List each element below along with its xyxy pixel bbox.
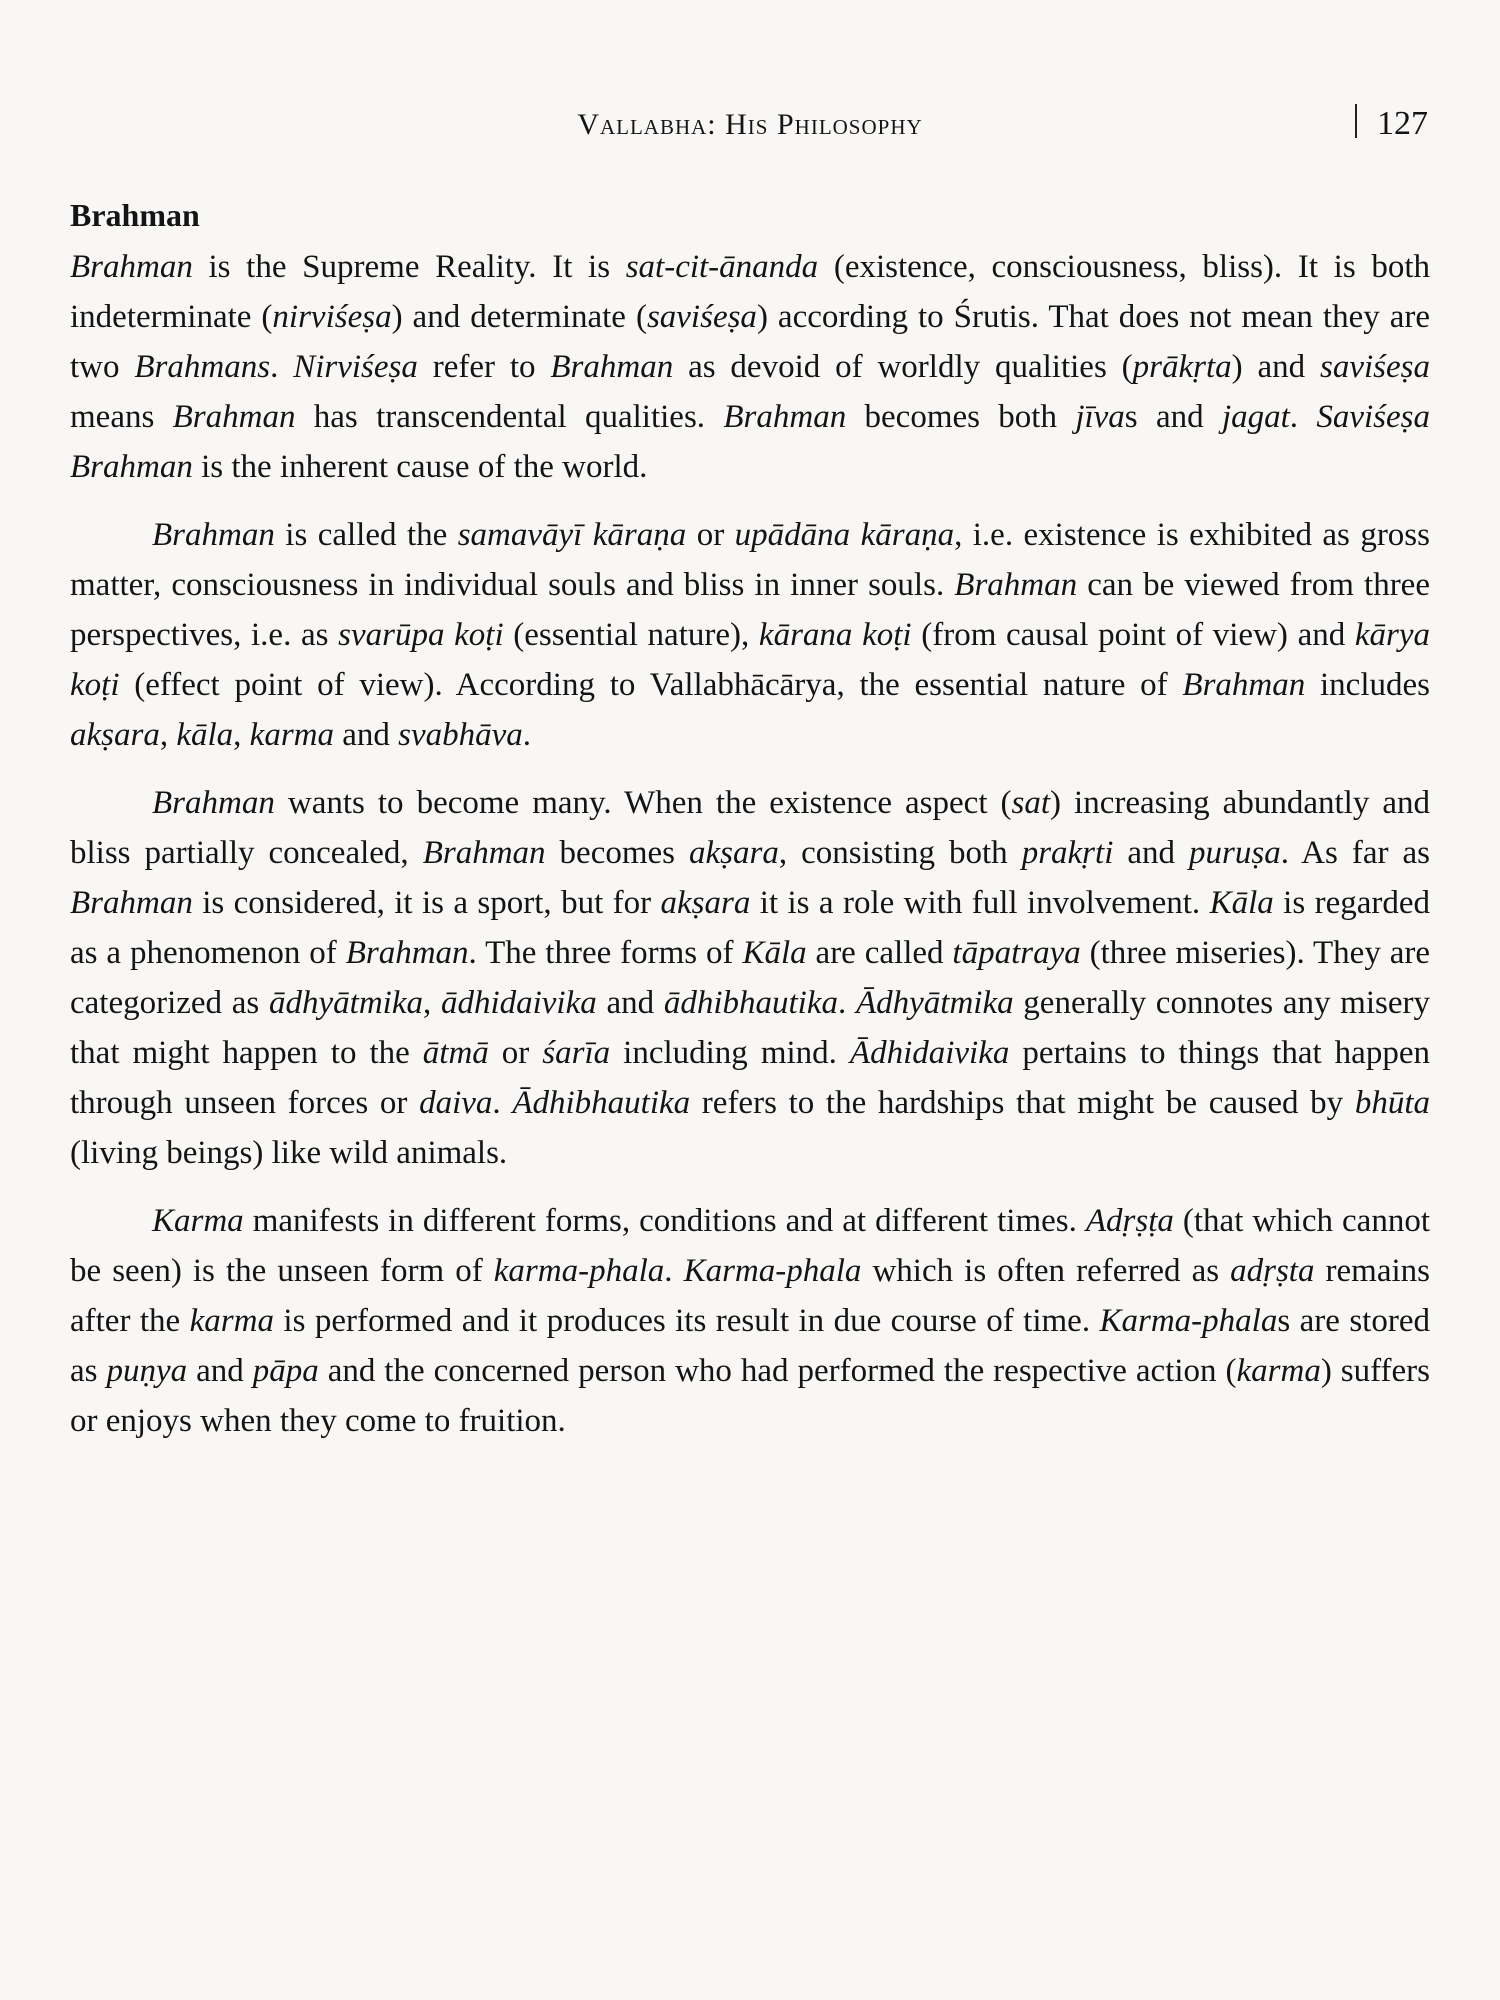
text-run: , consisting both <box>778 835 1022 871</box>
italic-term: śarīa <box>542 1035 611 1071</box>
text-run: , <box>422 985 441 1021</box>
text-run: (essential nature), <box>503 617 759 653</box>
text-run: . <box>492 1085 513 1121</box>
text-run: ) suffers or enjoys when they come to fruition. <box>70 1353 1430 1439</box>
text-run: are called <box>806 935 953 971</box>
italic-term: Ādhidaivika <box>849 1035 1010 1071</box>
italic-term: saviśeṣa <box>1320 349 1431 385</box>
italic-term: tāpatraya <box>952 935 1081 971</box>
italic-term: ādhidaivika <box>440 985 597 1021</box>
text-run: , i.e. existence is exhibited as gross matter, consciousness in individual souls and bliss in inner souls. <box>70 517 1430 603</box>
page-number-block <box>1355 104 1428 143</box>
running-title: Vallabha: His Philosophy <box>577 108 923 141</box>
italic-term: Brahmans <box>134 349 271 385</box>
text-run: means <box>70 399 173 435</box>
italic-term: svarūpa koṭi <box>338 617 504 653</box>
italic-term: akṣara <box>689 835 779 871</box>
italic-term: prākṛta <box>1132 349 1232 385</box>
section-heading: Brahman <box>70 197 200 233</box>
text-run: or <box>686 517 735 553</box>
italic-term: jagat <box>1221 399 1290 435</box>
page-number: 127 <box>1377 105 1428 142</box>
italic-term: jīva <box>1075 399 1125 435</box>
italic-term: ātmā <box>422 1035 489 1071</box>
text-run: , <box>159 717 177 753</box>
text-run: . <box>838 985 856 1021</box>
paragraph <box>70 242 1430 492</box>
text-run: . The three forms of <box>468 935 743 971</box>
text-run: ) and determinate ( <box>391 299 647 335</box>
text-run: . <box>522 717 532 753</box>
text-run: can be viewed from three perspectives, i.e. as <box>70 567 1430 653</box>
text-run: or <box>488 1035 543 1071</box>
text-run: ) increasing abundantly and bliss partially concealed, <box>70 785 1430 871</box>
italic-term: Brahman <box>70 885 193 921</box>
text-run: as devoid of worldly qualities ( <box>673 349 1133 385</box>
text-run: s are stored as <box>70 1303 1430 1389</box>
text-run: (three miseries). They are categorized as <box>70 935 1431 1021</box>
text-run: . As far as <box>1280 835 1431 871</box>
text-run: refers to the hardships that might be caused by <box>690 1085 1355 1121</box>
italic-term: samavāyī kāraṇa <box>457 517 687 553</box>
italic-term: svabhāva <box>398 717 523 753</box>
italic-term: Brahman <box>152 785 275 821</box>
paragraph <box>70 1196 1430 1446</box>
italic-term: ādhibhautika <box>663 985 838 1021</box>
italic-term: Brahman <box>550 349 674 385</box>
italic-term: Kāla <box>1209 885 1274 921</box>
italic-term: Brahman <box>422 835 546 871</box>
italic-term: Brahman <box>70 249 193 285</box>
text-run: and <box>187 1353 253 1389</box>
body-text <box>70 190 1430 1464</box>
text-run: is considered, it is a sport, but for <box>192 885 661 921</box>
italic-term: Saviśeṣa Brahman <box>70 399 1431 485</box>
text-run: . <box>1289 399 1317 435</box>
italic-term: Brahman <box>723 399 847 435</box>
italic-term: karma <box>249 717 334 753</box>
text-run: and <box>1113 835 1190 871</box>
italic-term: Brahman <box>1182 667 1306 703</box>
italic-term: daiva <box>419 1085 493 1121</box>
text-run: including mind. <box>610 1035 850 1071</box>
italic-term: puruṣa <box>1189 835 1281 871</box>
italic-term: Brahman <box>172 399 296 435</box>
text-run: manifests in different forms, conditions and at different times. <box>243 1203 1086 1239</box>
text-run: refer to <box>417 349 551 385</box>
italic-term: Karma-phala <box>683 1253 862 1289</box>
text-run: . <box>664 1253 684 1289</box>
text-run: is called the <box>274 517 458 553</box>
italic-term: ādhyātmika <box>269 985 423 1021</box>
text-run: (effect point of view). According to Vallabhācārya, the essential nature of <box>119 667 1183 703</box>
text-run: ) and <box>1231 349 1321 385</box>
text-run: which is often referred as <box>861 1253 1231 1289</box>
running-header <box>70 105 1430 148</box>
text-run: and <box>596 985 664 1021</box>
text-run: . <box>270 349 294 385</box>
text-run: generally connotes any misery that might happen to the <box>70 985 1430 1071</box>
italic-term: Ādhibhautika <box>512 1085 691 1121</box>
text-run: and the concerned person who had performed the respective action ( <box>318 1353 1237 1389</box>
text-run: (existence, consciousness, bliss). It is both indeterminate ( <box>70 249 1430 335</box>
italic-term: pāpa <box>252 1353 319 1389</box>
italic-term: puṇya <box>106 1353 188 1389</box>
italic-term: Ādhyātmika <box>855 985 1014 1021</box>
italic-term: sat <box>1011 785 1051 821</box>
text-run: pertains to things that happen through unseen forces or <box>70 1035 1430 1121</box>
text-run: , <box>233 717 250 753</box>
text-run: includes <box>1305 667 1430 703</box>
text-run: becomes <box>545 835 690 871</box>
italic-term: Brahman <box>152 517 275 553</box>
italic-term: akṣara <box>70 717 160 753</box>
text-run: has transcendental qualities. <box>295 399 724 435</box>
italic-term: akṣara <box>660 885 751 921</box>
text-run: (from causal point of view) and <box>911 617 1355 653</box>
italic-term: kārya koṭi <box>70 617 1431 703</box>
italic-term: Brahman <box>954 567 1078 603</box>
italic-term: sat-cit-ānanda <box>625 249 819 285</box>
italic-term: karma <box>1236 1353 1321 1389</box>
italic-term: Kāla <box>742 935 807 971</box>
text-run: is the Supreme Reality. It is <box>192 249 626 285</box>
text-run: it is a role with full involvement. <box>750 885 1210 921</box>
italic-term: Nirviśeṣa <box>293 349 418 385</box>
text-run: is performed and it produces its result in due course of time. <box>273 1303 1100 1339</box>
italic-term: karma-phala <box>493 1253 665 1289</box>
italic-term: bhūta <box>1354 1085 1430 1121</box>
text-run: is regarded as a phenomenon of <box>70 885 1430 971</box>
text-run: and <box>334 717 399 753</box>
italic-term: karma <box>189 1303 274 1339</box>
italic-term: kārana koṭi <box>758 617 912 653</box>
italic-term: Karma <box>152 1203 244 1239</box>
italic-term: adṛṣta <box>1230 1253 1315 1289</box>
paragraph <box>70 778 1430 1178</box>
italic-term: prakṛti <box>1021 835 1114 871</box>
header-rule-divider <box>1355 104 1357 138</box>
text-run: remains after the <box>70 1253 1431 1339</box>
italic-term: saviśeṣa <box>646 299 757 335</box>
text-run: s and <box>1124 399 1222 435</box>
italic-term: Brahman <box>345 935 469 971</box>
text-run: wants to become many. When the existence aspect ( <box>274 785 1012 821</box>
text-run: is the inherent cause of the world. <box>192 449 648 485</box>
italic-term: nirviśeṣa <box>272 299 392 335</box>
text-run: (that which cannot be seen) is the unseen form of <box>70 1203 1430 1289</box>
italic-term: kāla <box>176 717 234 753</box>
text-run: becomes both <box>846 399 1076 435</box>
text-run: ) according to Śrutis. That does not mean they are two <box>70 299 1430 385</box>
italic-term: upādāna kāraṇa <box>734 517 955 553</box>
italic-term: Adṛṣṭa <box>1085 1203 1174 1239</box>
text-run: (living beings) like wild animals. <box>70 1135 508 1171</box>
paragraph <box>70 510 1430 760</box>
italic-term: Karma-phala <box>1099 1303 1278 1339</box>
